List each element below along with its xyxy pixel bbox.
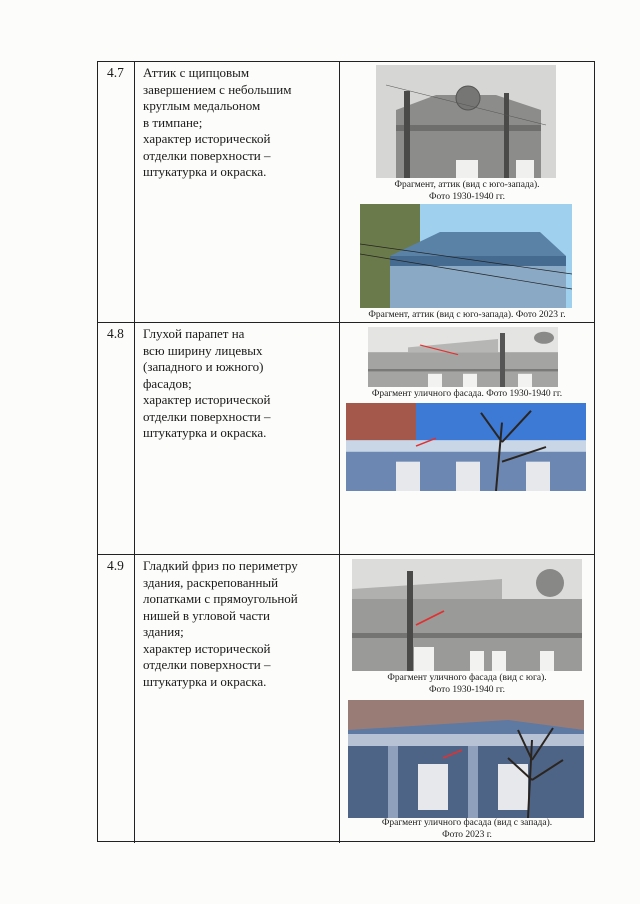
table-row bbox=[98, 323, 594, 555]
photo-caption: Фрагмент уличного фасада (вид с запада). Фото 2023 г. bbox=[381, 818, 553, 840]
modern-photo bbox=[360, 204, 572, 308]
row-description: Гладкий фриз по периметру здания, раскрепованный лопатками с прямоугольной нишей в угловой части здания; характер исторической отделки поверхности – штукатурка и окраска. bbox=[135, 555, 340, 843]
table-row bbox=[98, 555, 594, 843]
archival-photo bbox=[352, 559, 582, 671]
photo-caption: Фрагмент, аттик (вид с юго-запада). Фото 1930-1940 гг. bbox=[394, 180, 540, 202]
modern-photo bbox=[348, 700, 584, 818]
photo-cell bbox=[340, 555, 594, 843]
photo-caption: Фрагмент, аттик (вид с юго-запада). Фото 2023 г. bbox=[368, 310, 566, 320]
photo-cell bbox=[340, 323, 594, 554]
heritage-elements-table bbox=[97, 61, 595, 842]
modern-photo bbox=[346, 403, 586, 491]
archival-photo bbox=[368, 327, 558, 387]
photo-cell bbox=[340, 62, 594, 322]
photo-caption: Фрагмент уличного фасада (вид с юга). Фото 1930-1940 гг. bbox=[387, 673, 547, 695]
table-row bbox=[98, 62, 594, 323]
archival-photo bbox=[376, 65, 556, 178]
row-description: Аттик с щипцовым завершением с небольшим круглым медальоном в тимпане; характер исторической отделки поверхности – штукатурка и окраска. bbox=[135, 62, 340, 322]
row-number: 4.9 bbox=[98, 555, 135, 843]
row-number: 4.8 bbox=[98, 323, 135, 554]
row-number: 4.7 bbox=[98, 62, 135, 322]
photo-caption: Фрагмент уличного фасада. Фото 1930-1940 гг. bbox=[371, 389, 563, 399]
row-description: Глухой парапет на всю ширину лицевых (западного и южного) фасадов; характер исторической отделки поверхности – штукатурка и окраска. bbox=[135, 323, 340, 554]
